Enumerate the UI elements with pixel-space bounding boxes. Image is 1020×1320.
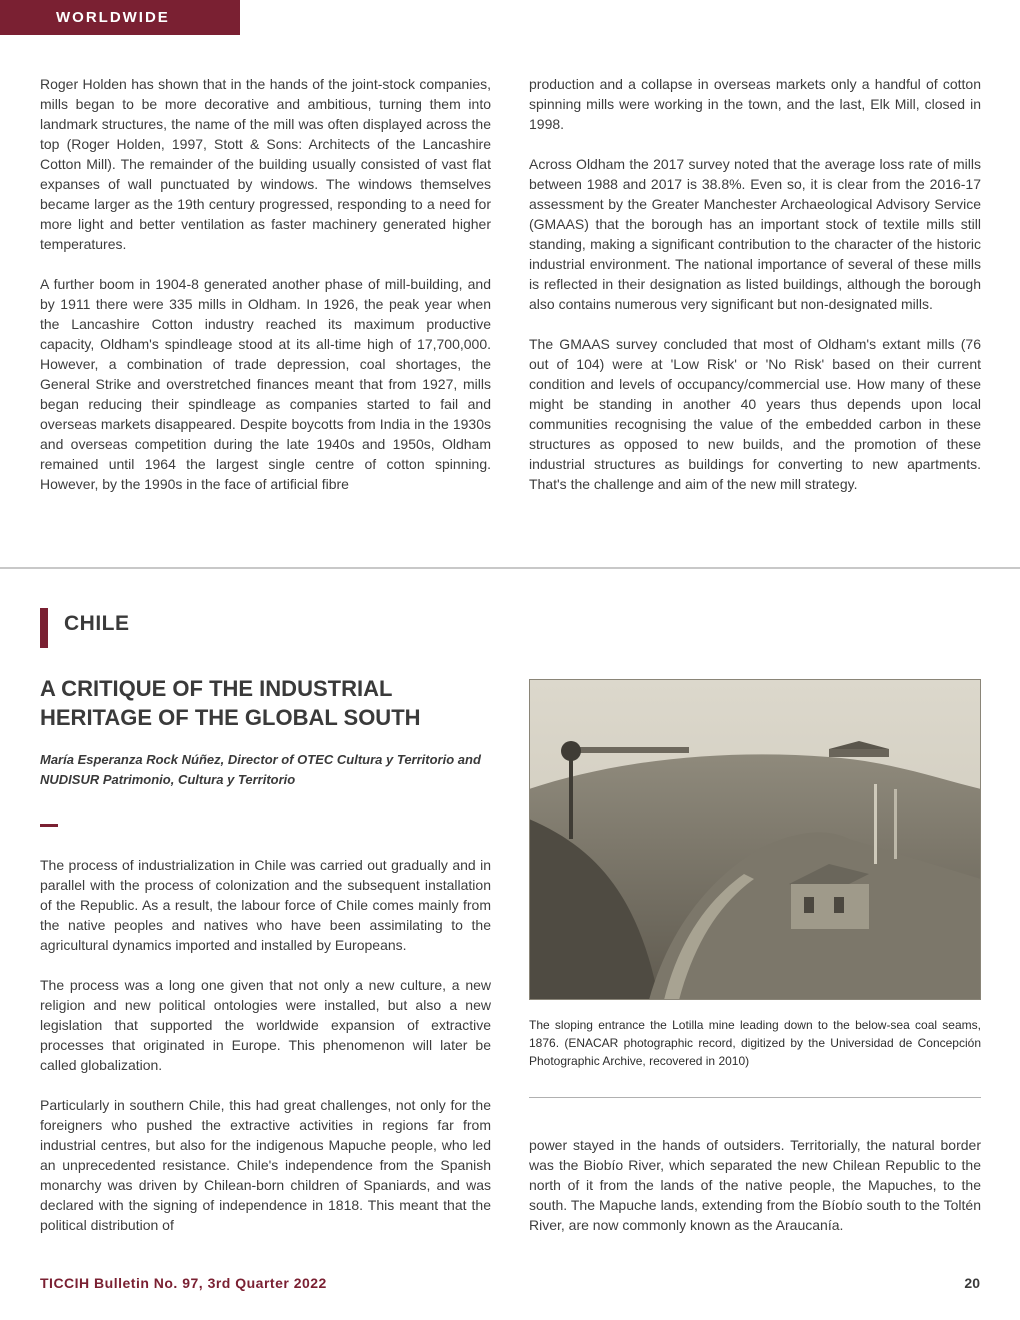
section-marker: [40, 608, 48, 648]
paragraph: Across Oldham the 2017 survey noted that the average loss rate of mills between 1988 and 2017 is 38.8%. Even so, it is clear from the 2016-17 assessment by the Greater Manchester Archaeological Advisory Service (GMAAS) that the borough has an important stock of textile mills still standing, making a significant contribution to the character of the historic industrial environment. The national importance of several of these mills is reflected in their designation as listed buildings, although the borough also contains numerous very significant but non-designated mills.: [529, 156, 981, 312]
paragraph: The GMAAS survey concluded that most of Oldham's extant mills (76 out of 104) were at 'Low Risk' or 'No Risk' based on their current condition and levels of occupancy/commercial use. How many of these might be standing in another 40 years thus depends upon local communities recognising the value of the embedded carbon in these structures as opposed to new builds, and the promotion of these industrial structures as buildings for converting to new apartments. That's the challenge and aim of the new mill strategy.: [529, 336, 981, 492]
caption-rule: [529, 1097, 981, 1098]
author-byline: María Esperanza Rock Núñez, Director of OTEC Cultura y Territorio and NUDISUR Patrimonio, Cultura y Territorio: [40, 752, 481, 787]
paragraph: The process of industrialization in Chile was carried out gradually and in parallel with the process of colonization and the subsequent installation of the Republic. As a result, the labour force of Chile comes mainly from the native peoples and natives who have been assimilating to the agricultural dynamics imported and installed by Europeans.: [40, 857, 491, 953]
article-title-line: A CRITIQUE OF THE INDUSTRIAL: [40, 676, 393, 701]
article-title: [40, 674, 500, 732]
photo-caption: The sloping entrance the Lotilla mine leading down to the below-sea coal seams, 1876. (ENACAR photographic record, digitized by the Universidad de Concepción Photographic Archive, recovered in 2010): [529, 1018, 981, 1068]
section-divider: [0, 567, 1020, 569]
section-label: CHILE: [64, 612, 130, 635]
paragraph: Particularly in southern Chile, this had great challenges, not only for the foreigners who pushed the extractive activities in regions far from industrial centres, but also for the indigenous Mapuche people, who led an unprecedented resistance. Chile's independence from the Spanish monarchy was driven by Chilean-born children of Spaniards, and was declared with the signing of independence in 1818. This meant that the political distribution of: [40, 1097, 491, 1233]
mine-entrance-photo: [529, 679, 981, 1000]
text-column-bottom-right: [529, 1135, 981, 1255]
paragraph: A further boom in 1904-8 generated another phase of mill-building, and by 1911 there were 335 mills in Oldham. In 1926, the peak year when the Lancashire Cotton industry reached its maximum productive capacity, Oldham's spindleage stood at its all-time high of 17,700,000. However, a combination of trade depression, coal shortages, the General Strike and overstretched finances meant that from 1927, mills began reducing their spindleage as companies started to fail and overseas markets disappeared. Despite boycotts from India in the 1930s and overseas competition during the late 1940s and 1950s, Oldham remained until 1964 the largest single centre of cotton spinning. However, by the 1990s in the face of artificial fibre: [40, 276, 491, 492]
page-number: 20: [964, 1275, 980, 1291]
paragraph: power stayed in the hands of outsiders. Territorially, the natural border was the Biobío River, which separated the new Chilean Republic to the north of it from the lands of the native people, the Mapuches, to the south. The Mapuche lands, extending from the Bíobío south to the Toltén River, are now commonly known as the Araucanía.: [529, 1137, 981, 1233]
accent-dash: [40, 824, 58, 827]
paragraph: Roger Holden has shown that in the hands of the joint-stock companies, mills began to be more decorative and ambitious, turning them into landmark structures, the name of the mill was often displayed across the top (Roger Holden, 1997, Stott & Sons: Architects of the Lancashire Cotton Mill). The remainder of the building usually consisted of vast flat expanses of wall punctuated by windows. The windows themselves became larger as the 19th century progressed, responding to a need for more light and better ventilation as faster machinery generated higher temperatures.: [40, 76, 491, 252]
text-column-top-left: [40, 74, 491, 514]
section-tag: WORLDWIDE: [0, 0, 240, 35]
text-column-bottom-left: [40, 855, 491, 1255]
publication-footer: TICCIH Bulletin No. 97, 3rd Quarter 2022: [40, 1275, 327, 1291]
paragraph: production and a collapse in overseas markets only a handful of cotton spinning mills were working in the town, and the last, Elk Mill, closed in 1998.: [529, 76, 981, 132]
text-column-top-right: [529, 74, 981, 514]
paragraph: The process was a long one given that not only a new culture, a new religion and new political ontologies were installed, but also a new legislation that supported the worldwide expansion of extractive processes that originated in Europe. This phenomenon will later be called globalization.: [40, 977, 491, 1073]
article-title-line: HERITAGE OF THE GLOBAL SOUTH: [40, 705, 421, 730]
